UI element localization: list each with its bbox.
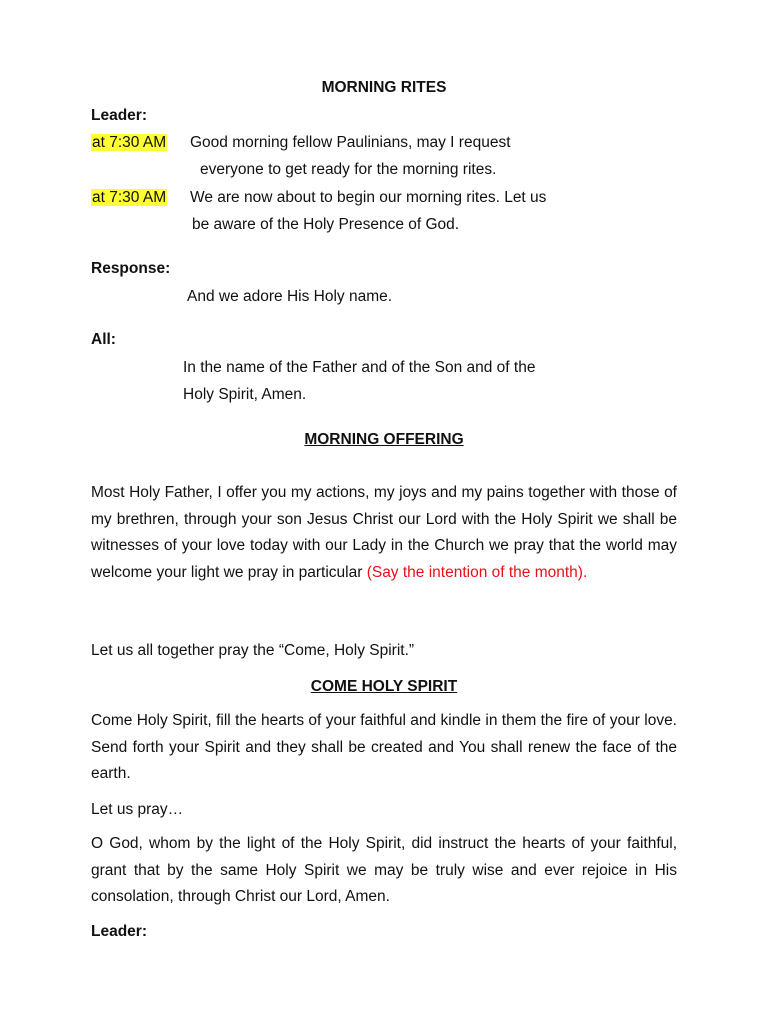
morning-offering-heading: MORNING OFFERING: [304, 431, 464, 448]
response-text: And we adore His Holy name.: [187, 288, 393, 305]
all-text-line-1: In the name of the Father and of the Son and of the: [183, 359, 536, 376]
offering-paragraph: [91, 480, 677, 586]
prayer-paragraph: O God, whom by the light of the Holy Spirit, did instruct the hearts of your faithful, grant that by the same Holy Spirit we may be truly wise and ever rejoice in His consolation, through Christ our Lord, Amen.: [91, 835, 677, 905]
let-us-pray: Let us pray…: [91, 801, 184, 818]
come-holy-spirit-paragraph: Come Holy Spirit, fill the hearts of your faithful and kindle in them the fire of your love. Send forth your Spirit and they shall be created and You shall renew the face of the earth.: [91, 712, 677, 782]
come-holy-spirit-heading: COME HOLY SPIRIT: [310, 678, 458, 695]
leader-line-1-cont: everyone to get ready for the morning rites.: [200, 161, 497, 178]
time-highlight: at 7:30 AM: [92, 189, 167, 206]
invitation-text: Let us all together pray the “Come, Holy Spirit.”: [91, 642, 415, 659]
all-text-line-2: Holy Spirit, Amen.: [183, 386, 307, 403]
time-highlight: at 7:30 AM: [92, 134, 167, 151]
leader-line-2: We are now about to begin our morning rites. Let us: [190, 189, 547, 206]
leader-line-2-cont: be aware of the Holy Presence of God.: [192, 216, 460, 233]
leader-label: Leader:: [91, 107, 147, 124]
leader-label-end: Leader:: [91, 923, 147, 940]
all-label: All:: [91, 331, 116, 348]
intention-note: (Say the intention of the month).: [366, 563, 588, 581]
leader-line-1: Good morning fellow Paulinians, may I request: [190, 134, 511, 151]
response-label: Response:: [91, 260, 171, 277]
page-title: MORNING RITES: [321, 79, 447, 96]
offering-text: Most Holy Father, I offer you my actions, my joys and my pains together with those of my brethren, through your son Jesus Christ our Lord with the Holy Spirit we shall be witnesses of your love today with our Lady in the Church we pray that the world may welcome your light we pray in particular: [91, 484, 677, 581]
